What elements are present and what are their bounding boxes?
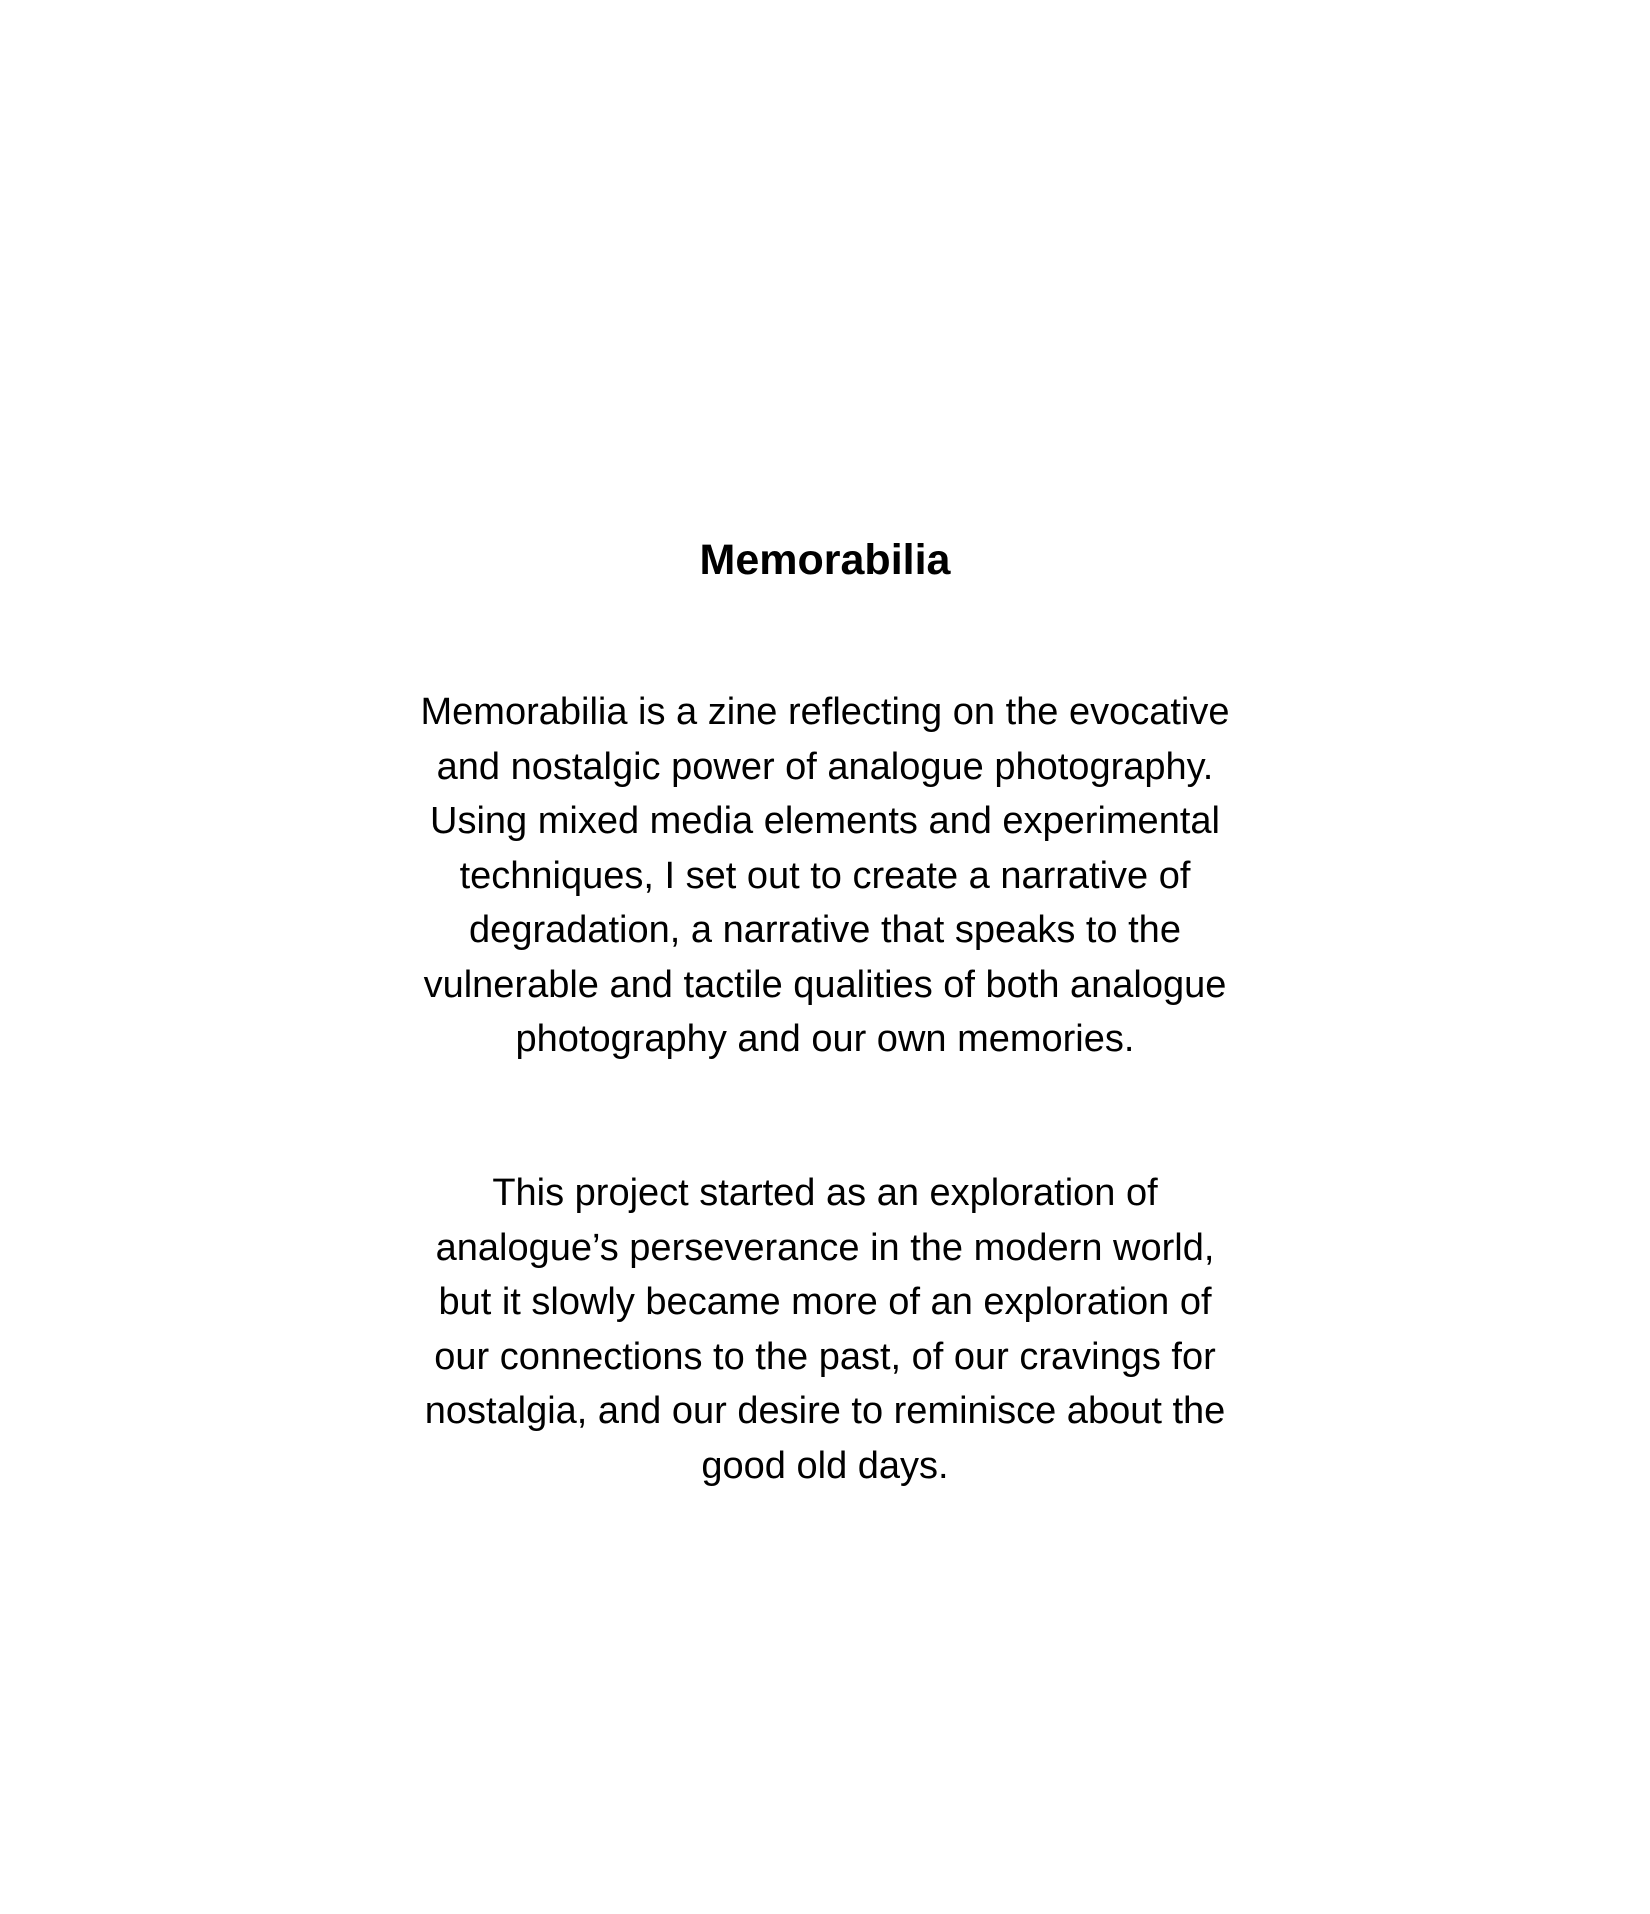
paragraph-line: analogue’s perseverance in the modern world,: [435, 1226, 1215, 1269]
paragraph-line: Using mixed media elements and experimental: [430, 800, 1220, 842]
paragraph-line: our connections to the past, of our cravings for: [434, 1335, 1216, 1378]
paragraph-line: photography and our own memories.: [515, 1018, 1135, 1060]
paragraph-line: good old days.: [701, 1444, 949, 1487]
project-paragraph: [360, 1166, 1290, 1493]
document-title: Memorabilia: [699, 536, 951, 584]
paragraph-line: Memorabilia is a zine reflecting on the evocative: [420, 691, 1230, 733]
paragraph-line: nostalgia, and our desire to reminisce about the: [424, 1390, 1226, 1432]
paragraph-line: and nostalgic power of analogue photography.: [436, 745, 1214, 788]
paragraph-line: techniques, I set out to create a narrative of: [459, 854, 1191, 897]
paragraph-line: This project started as an exploration of: [492, 1172, 1158, 1214]
paragraph-line: but it slowly became more of an exploration of: [438, 1281, 1212, 1323]
paragraph-line: vulnerable and tactile qualities of both analogue: [423, 963, 1227, 1006]
paragraph-line: degradation, a narrative that speaks to the: [469, 909, 1181, 951]
intro-paragraph: [360, 685, 1290, 1067]
